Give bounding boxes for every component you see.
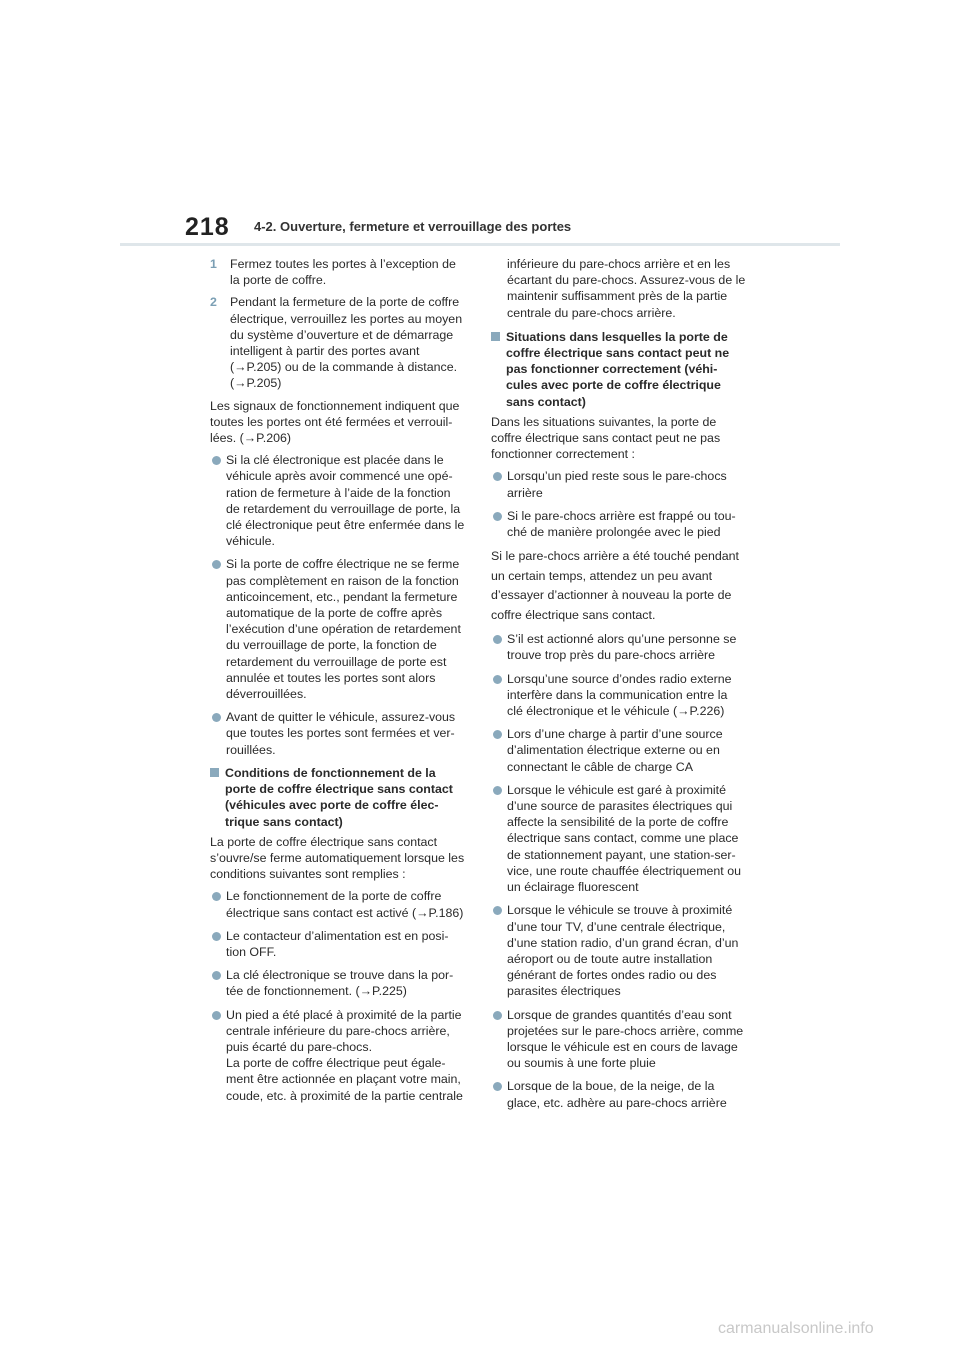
situations-heading (491, 329, 746, 410)
list-item (210, 556, 465, 702)
list-item (491, 671, 746, 720)
list-item (491, 631, 746, 663)
list-item-text: Avant de quitter le véhicule, assurez-vous que toutes les portes sont fermées et ver-rouillées. (226, 710, 456, 757)
list-item (210, 888, 465, 920)
list-item-text: Lorsque le véhicule est garé à proximité d’une source de parasites électriques qui affecte la sensibilité de la porte de coffre électrique sans contact, comme une place de stationnement payant, une station-ser-vice, une route chauffée électriquement ou un éclairage fluorescent (507, 782, 741, 895)
list-item-text: S’il est actionné alors qu’une personne se trouve trop près du pare-chocs arrière (507, 632, 737, 663)
heading-text: Conditions de fonctionnement de la porte de coffre électrique sans contact (véhicules avec porte de coffre élec-trique sans contact) (225, 765, 453, 829)
bullet-icon (212, 456, 221, 465)
bullet-icon (493, 512, 502, 521)
list-item (491, 1007, 746, 1072)
page-number: 218 (185, 213, 230, 241)
list-item-text: Lors d’une charge à partir d’une source d’alimentation électrique externe ou en connectant le câble de charge CA (507, 727, 723, 774)
square-bullet-icon (210, 768, 219, 777)
right-column (491, 256, 746, 1118)
conditions-heading (210, 765, 465, 830)
situations-paragraph: Dans les situations suivantes, la porte de coffre électrique sans contact peut ne pas fonctionner correctement : (491, 414, 721, 462)
bullet-icon (493, 1082, 502, 1091)
signals-paragraph: Les signaux de fonctionnement indiquent que toutes les portes ont été fermées et verrouil-lées. (→P.206) (210, 398, 460, 446)
header-divider (120, 243, 840, 246)
list-item-text: Le contacteur d’alimentation est en posi-tion OFF. (226, 928, 449, 959)
bullet-icon (493, 786, 502, 795)
bullet-icon (212, 971, 221, 980)
touched-paragraph: Si le pare-chocs arrière a été touché pendant un certain temps, attendez un peu avant d’essayer d’actionner à nouveau la porte de coffre électrique sans contact. (491, 549, 739, 622)
list-item (210, 709, 465, 758)
bullet-icon (493, 1011, 502, 1020)
conditions-paragraph: La porte de coffre électrique sans contact s’ouvre/se ferme automatiquement lorsque les conditions suivantes sont remplies : (210, 834, 465, 882)
step-number: 2 (210, 295, 217, 310)
bullet-icon (493, 906, 502, 915)
heading-text: Situations dans lesquelles la porte de coffre électrique sans contact peut ne pas fonctionner correctement (véhi-cules avec porte de coffre électrique sans contact) (506, 329, 730, 409)
list-item (210, 452, 465, 549)
list-item-text: Lorsqu’une source d’ondes radio externe interfère dans la communication entre la clé électronique et le véhicule (→P.226) (507, 671, 732, 719)
step-text: Pendant la fermeture de la porte de coffre électrique, verrouillez les portes au moyen du système d’ouverture et de démarrage intelligent à partir des portes avant (→P.205) ou de la commande à distance. (→P.205) (230, 295, 463, 391)
list-item-text: Si la porte de coffre électrique ne se ferme pas complètement en raison de la fonction anticoincement, etc., pendant la fermeture automatique de la porte de coffre après l’exécution d’une opération de retardement du verrouillage de porte, la fonction de retardement du verrouillage de porte est annulée et toutes les portes sont alors déverrouillées. (226, 557, 461, 702)
bullet-icon (493, 730, 502, 739)
bullet-icon (493, 635, 502, 644)
bullet-icon (212, 932, 221, 941)
list-item-text: Le fonctionnement de la porte de coffre électrique sans contact est activé (→P.186) (226, 889, 464, 920)
list-item-text: Lorsque le véhicule se trouve à proximité d’une tour TV, d’une centrale électrique, d’une station radio, d’un grand écran, d’un aéroport ou de toute autre installation générant de fortes ondes radio ou des parasites électriques (507, 903, 739, 999)
list-item-text: La clé électronique se trouve dans la por-tée de fonctionnement. (→P.225) (226, 968, 454, 999)
list-item (491, 508, 746, 540)
list-item-text: Lorsque de grandes quantités d’eau sont projetées sur le pare-chocs arrière, comme lorsque le véhicule est en cours de lavage ou soumis à une forte pluie (507, 1007, 744, 1071)
list-item (210, 1007, 465, 1104)
step-number: 1 (210, 257, 217, 271)
list-item (491, 902, 746, 999)
list-item (210, 967, 465, 999)
step-1 (210, 256, 465, 288)
section-title: 4-2. Ouverture, fermeture et verrouillage des portes (254, 219, 572, 234)
bullet-icon (212, 713, 221, 722)
continuation-text: inférieure du pare-chocs arrière et en les écartant du pare-chocs. Assurez-vous de le maintenir suffisamment près de la partie centrale du pare-chocs arrière. (507, 257, 746, 320)
list-item (491, 782, 746, 895)
bullet-icon (212, 560, 221, 569)
list-item-text: Un pied a été placé à proximité de la partie centrale inférieure du pare-chocs arrière, puis écarté du pare-chocs. La porte de coffre électrique peut égale-ment être actionnée en plaçant votre main, coude, etc. à proximité de la partie centrale (226, 1007, 463, 1103)
bullet-icon (493, 675, 502, 684)
list-item (491, 726, 746, 775)
bullet-icon (493, 472, 502, 481)
list-item (491, 468, 746, 500)
list-item-text: Si la clé électronique est placée dans le véhicule après avoir commencé une opé-ration de fermeture à l’aide de la fonction de retardement du verrouillage de porte, la clé électronique peut être enfermée dans le véhicule. (226, 453, 465, 549)
step-2 (210, 294, 465, 391)
step-text: Fermez toutes les portes à l’exception de la porte de coffre. (230, 257, 456, 288)
list-item-text: Lorsqu’un pied reste sous le pare-chocs arrière (507, 469, 727, 500)
watermark: carmanualsonline.info (718, 1320, 874, 1337)
list-item (210, 928, 465, 960)
list-item-text: Si le pare-chocs arrière est frappé ou tou-ché de manière prolongée avec le pied (507, 508, 736, 540)
square-bullet-icon (491, 332, 500, 341)
left-column (210, 256, 465, 1111)
bullet-icon (212, 892, 221, 901)
bullet-icon (212, 1011, 221, 1020)
list-item-text: Lorsque de la boue, de la neige, de la glace, etc. adhère au pare-chocs arrière (507, 1079, 727, 1110)
list-item (491, 1078, 746, 1110)
